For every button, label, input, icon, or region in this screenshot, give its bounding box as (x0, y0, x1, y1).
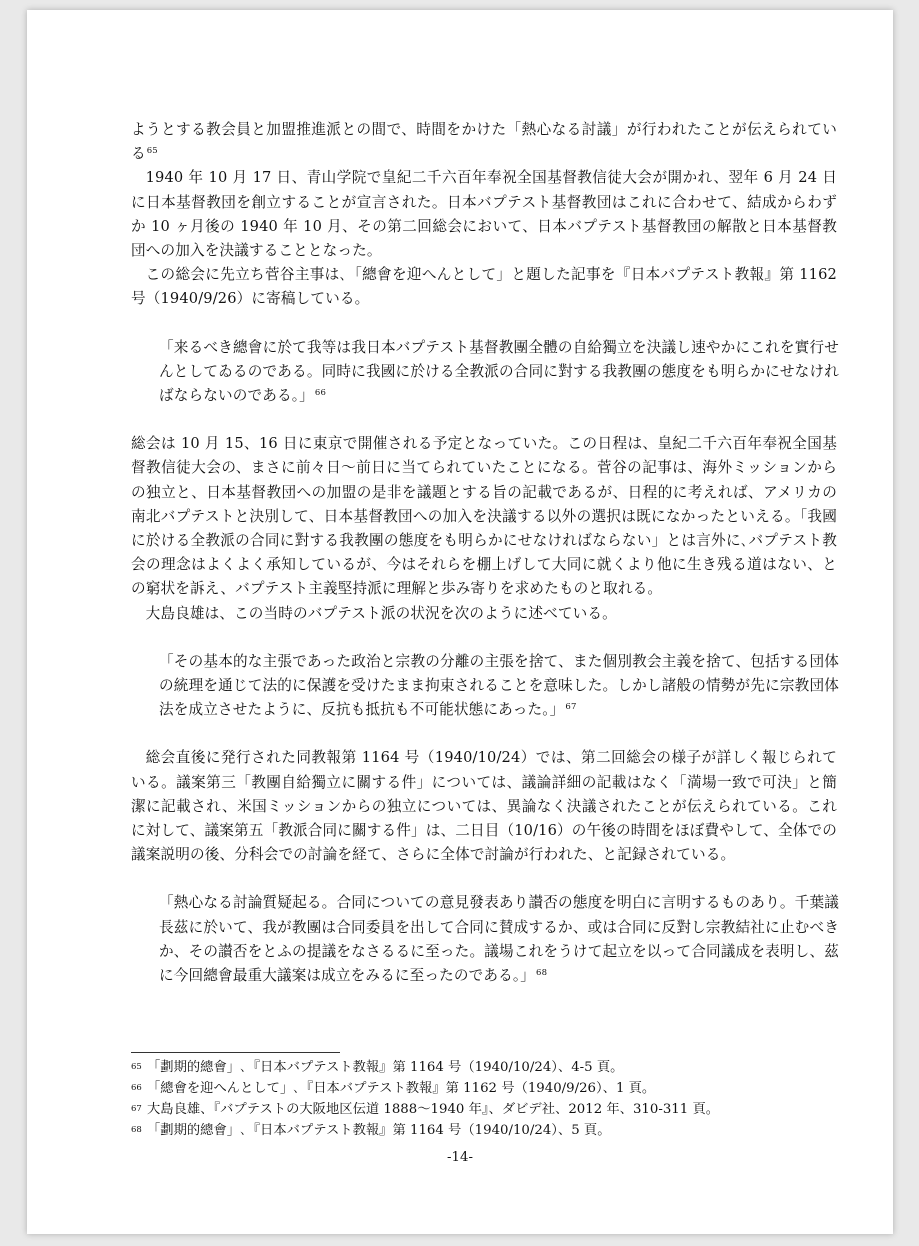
footnote-ref[interactable]: 65 (146, 146, 158, 157)
paragraph: 大島良雄は、この当時のバプテスト派の状況を次のように述べている。 (145, 604, 617, 622)
footnote-text: 「劃期的總會」､『日本バプテスト教報』第 1164 号（1940/10/24）、4-5 頁。 (147, 1060, 624, 1075)
block-quote (159, 650, 839, 723)
footnote-text: 「劃期的總會」､『日本バプテスト教報』第 1164 号（1940/10/24）、5 頁。 (147, 1123, 611, 1138)
footnote-item (131, 1078, 841, 1099)
footnote-item (131, 1057, 841, 1078)
paragraph: 総会直後に発行された同教報第 1164 号（1940/10/24）では、第二回総会の様子が詳しく報じられている。議案第三「教團自給獨立に關する件」については、議論詳細の記載はなく「満場一致で可決」と簡潔に記載され、米国ミッションからの独立については、異論なく決議されたことが伝えられている。これに対して、議案第五「教派合同に關する件」は、二日目（10/16）の午後の時間をほぼ費やして、全体での議案説明の後、分科会での討論を経て、さらに全体で討論が行われた、と記録されている。 (131, 749, 837, 864)
footnote-ref[interactable]: 68 (536, 968, 548, 979)
block-quote (159, 891, 839, 988)
footnote-number: 66 (131, 1083, 142, 1093)
footnote-text: 大島良雄、『バプテストの大阪地区伝道 1888～1940 年』、ダビデ社、2012 年、310-311 頁。 (147, 1102, 720, 1117)
quote-text: 「その基本的な主張であった政治と宗教の分離の主張を捨て、また個別教会主義を捨て、包括する団体の統理を通じて法的に保護を受けたまま拘束されることを意味した。しかし諸般の情勢が先に宗教団体法を成立させたように、反抗も抵抗も不可能状態にあった。」 (159, 652, 839, 719)
footnote-item (131, 1120, 841, 1141)
block-quote (159, 336, 839, 409)
paragraph: この総会に先立ち菅谷主事は､「總會を迎へんとして」と題した記事を『日本バプテスト教報』第 1162 号（1940/9/26）に寄稿している。 (131, 266, 837, 308)
page-number: -14- (447, 1150, 473, 1165)
footnote-number: 68 (131, 1125, 142, 1135)
footnote-text: 「總會を迎へんとして」､『日本バプテスト教報』第 1162 号（1940/9/26）、1 頁。 (147, 1081, 656, 1096)
paragraph (131, 118, 837, 166)
footnote-item (131, 1099, 841, 1120)
body-text (131, 118, 837, 988)
quote-text: 「来るべき總會に於て我等は我日本バプテスト基督教團全體の自給獨立を決議し速やかにこれを實行せんとしてゐるのである。同時に我國に於ける全教派の合同に對する我教團の態度をも明らかにせなければならないのである。」 (159, 338, 839, 405)
paragraph: 総会は 10 月 15、16 日に東京で開催される予定となっていた。この日程は、皇紀二千六百年奉祝全国基督教信徒大会の、まさに前々日～前日に当てられていたことになる。菅谷の記事は、海外ミッションからの独立と、日本基督教団への加盟の是非を議題とする旨の記載であるが、日程的に考えれば、アメリカの南北バプテストと決別して、日本基督教団への加入を決議する以外の選択は既になかったといえる。「我國に於ける全教派の合同に對する我教團の態度をも明らかにせなければならない」とは言外に､バプテスト教会の理念はよくよく承知しているが、今はそれらを棚上げして大同に就くより他に生き残る道はない、との窮状を訴え、バプテスト主義堅持派に理解と歩み寄りを求めたものと取れる。 (131, 435, 837, 598)
quote-text: 「熱心なる討論質疑起る。合同についての意見發表あり讃否の態度を明白に言明するものあり。千葉議長茲に於いて、我が教團は合同委員を出して合同に賛成するか、或は合同に反對し宗教結社に止むべきか、その讃否をとふの提議をなさるるに至った。議場これをうけて起立を以って合同議成を表明し、茲に今回總會最重大議案は成立をみるに至ったのである。」 (159, 894, 839, 985)
footnote-ref[interactable]: 66 (314, 388, 327, 399)
footnote-ref[interactable]: 67 (565, 702, 577, 713)
footnote-number: 67 (131, 1104, 142, 1114)
paragraph: 1940 年 10 月 17 日、青山学院で皇紀二千六百年奉祝全国基督教信徒大会が開かれ、翌年 6 月 24 日に日本基督教団を創立することが宣言された。日本バプテスト基督教団はこれに合わせて、結成からわずか 10 ヶ月後の 1940 年 10 月、その第二回総会において、日本バプテスト基督教団の解散と日本基督教団への加入を決議することとなった。 (131, 169, 837, 260)
paragraph-text: ようとする教会員と加盟推進派との間で、時間をかけた「熱心なる討議」が行われたことが伝えられている (131, 121, 837, 163)
footnote-divider (131, 1052, 340, 1053)
footnote-number: 65 (131, 1062, 142, 1072)
document-page (27, 10, 893, 1234)
footnotes (131, 1057, 841, 1141)
